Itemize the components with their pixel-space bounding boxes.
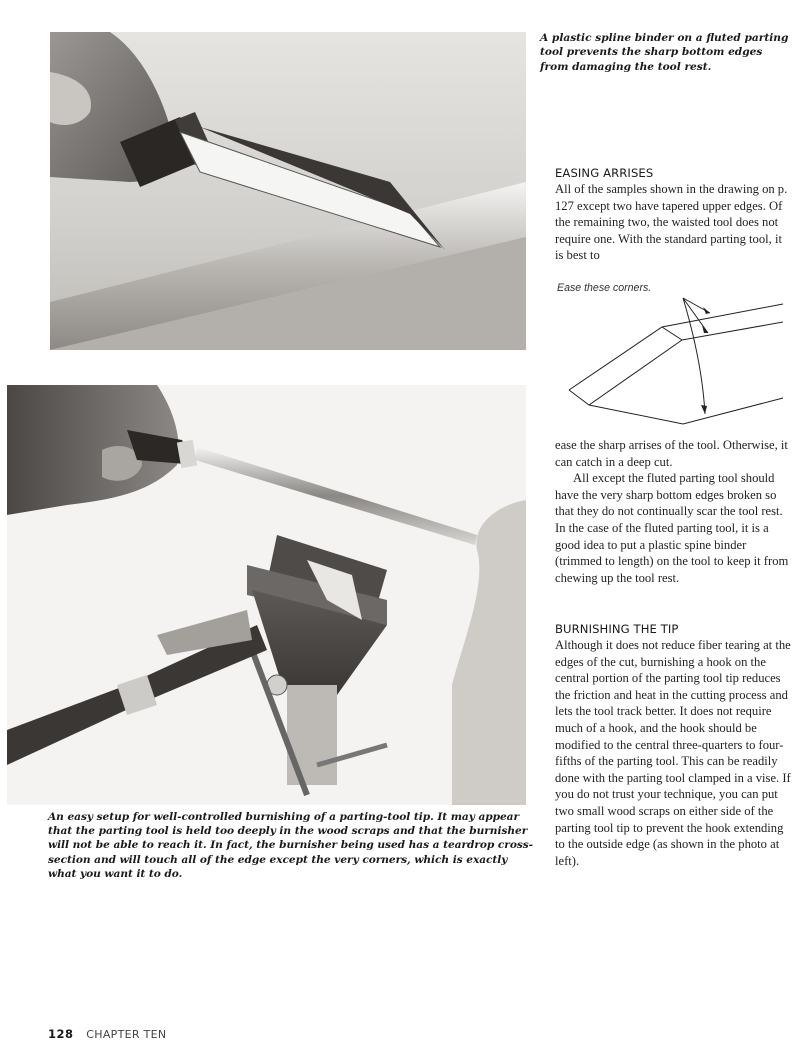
photo-bottom-illustration bbox=[7, 385, 526, 805]
page-number: 128 bbox=[48, 1027, 74, 1041]
burnishing-paragraph: Although it does not reduce fiber tearing at the edges of the cut, burnishing a hook on the central portion of the parting tool tip reduces the friction and heat in the cutting process and lets the tool track better. It does not require much of a hook, and the hook should be modified to the central three-quarters to four-fifths of the parting tool. This can be readily done with the parting tool clamped in a vise. If you do not trust your technique, you can put two small wood scraps on either side of the parting tool tip to prevent the hook extending to the outside edge (as shown in the photo at left). bbox=[555, 638, 791, 868]
diagram-label: Ease these corners. bbox=[557, 282, 652, 294]
caption-bottom-photo: An easy setup for well-controlled burnishing of a parting-tool tip. It may appear that the parting tool is held too deeply in the wood scraps and that the burnisher will not be able to reach it. In fact, the burnisher being used has a teardrop cross-section and will touch all of the edge except the very corners, which is exactly what you want it to do. bbox=[48, 811, 534, 880]
easing-arrises-text bbox=[555, 181, 790, 264]
tool-edge-diagram bbox=[555, 278, 791, 428]
arrowhead-icon bbox=[701, 405, 707, 414]
burnishing-text bbox=[555, 637, 793, 869]
easing-continued-text bbox=[555, 437, 793, 586]
page-footer bbox=[48, 1027, 166, 1041]
chapter-label: CHAPTER TEN bbox=[86, 1028, 167, 1041]
continued-paragraph-1: ease the sharp arrises of the tool. Otherwise, it can catch in a deep cut. bbox=[555, 438, 788, 469]
diagram-bevel-face bbox=[569, 340, 682, 405]
photo-parting-tool-on-tool-rest bbox=[50, 32, 526, 350]
photo-top-illustration bbox=[50, 32, 526, 350]
easing-paragraph: All of the samples shown in the drawing on p. 127 except two have tapered upper edges. Of the remaining two, the waisted tool does not require one. With the standard parting tool, it is best to bbox=[555, 182, 788, 263]
heading-easing-arrises: EASING ARRISES bbox=[555, 166, 654, 180]
heading-burnishing-the-tip: BURNISHING THE TIP bbox=[555, 622, 679, 636]
continued-paragraph-2: All except the fluted parting tool should have the very sharp bottom edges broken so that they do not continually scar the tool rest. In the case of the fluted parting tool, it is a good idea to put a plastic spine binder (trimmed to length) on the tool to keep it from chewing up the tool rest. bbox=[555, 471, 789, 585]
diagram-tool-outline bbox=[569, 304, 783, 390]
arrowhead-icon bbox=[703, 307, 710, 314]
caption-top-photo: A plastic spline binder on a fluted parting tool prevents the sharp bottom edges from damaging the tool rest. bbox=[540, 32, 789, 73]
diagram-bevel-inner bbox=[662, 322, 783, 340]
diagram-arrow-lines bbox=[683, 298, 710, 414]
diagram-bottom-edge bbox=[589, 398, 783, 424]
photo-burnishing-setup bbox=[7, 385, 526, 805]
